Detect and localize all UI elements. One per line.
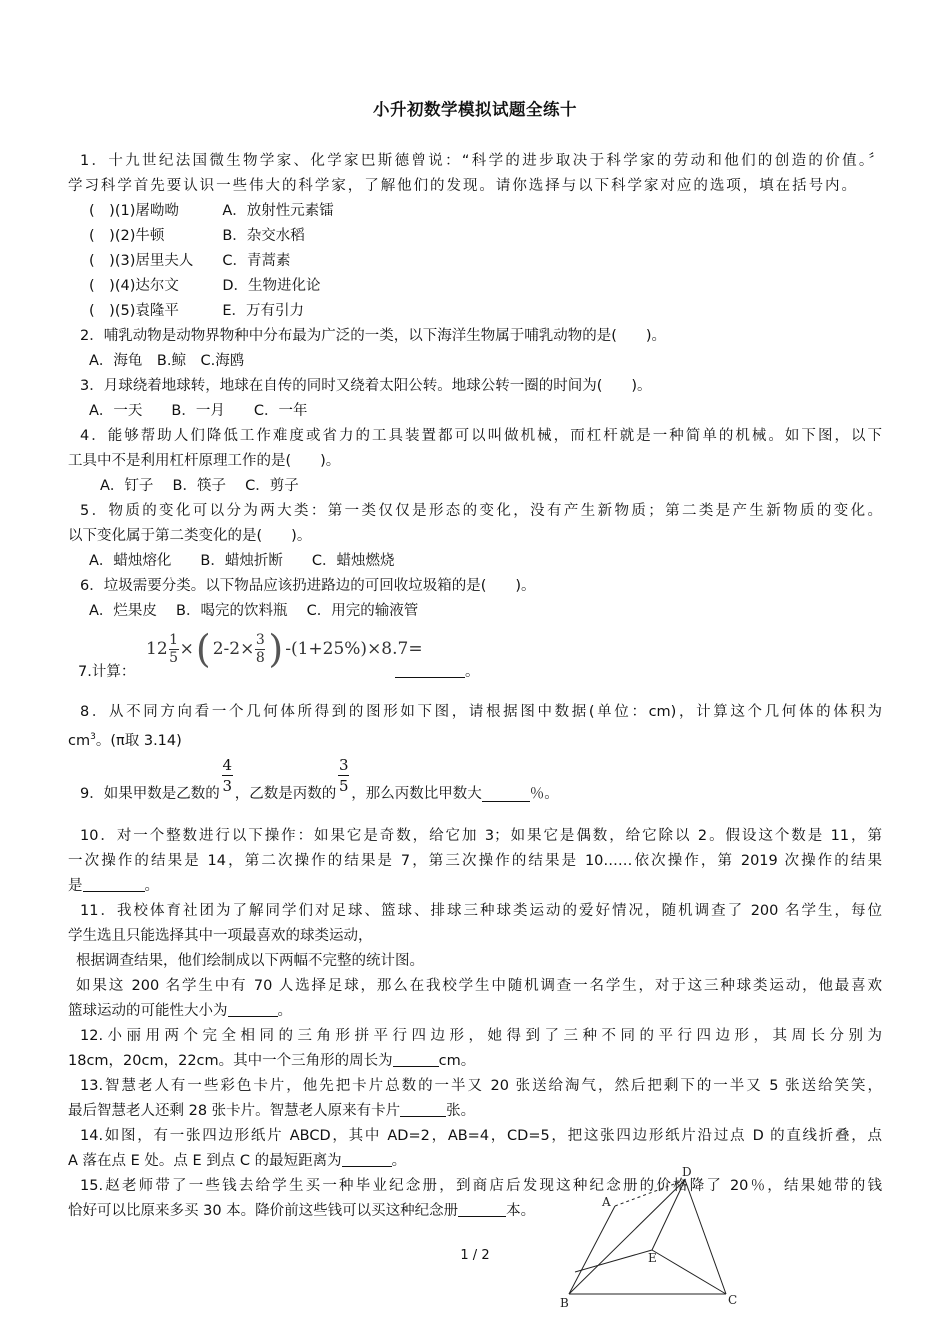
- page-number: 1 / 2: [460, 1248, 490, 1263]
- q10-suffix: 。: [144, 878, 159, 894]
- left-paren-icon: (: [195, 627, 211, 671]
- q1-item-1: ( )(1)屠呦呦 A．放射性元素镭: [89, 203, 334, 219]
- q5-options: A．蜡烛熔化 B．蜡烛折断 C．蜡烛燃烧: [89, 553, 395, 569]
- q14-suffix: 。: [391, 1153, 407, 1169]
- q3-stem: 3．月球绕着地球转，地球在自传的同时又绕着太阳公转。地球公转一圈的时间为( )。: [80, 378, 652, 394]
- label-d: D: [682, 1165, 692, 1179]
- q1-item-2: ( )(2)牛顿 B．杂交水稻: [89, 228, 305, 244]
- q11-answer-blank: [228, 1002, 278, 1017]
- q11-line3: 根据调查结果，他们绘制成以下两幅不完整的统计图。: [76, 953, 424, 969]
- q12-answer-blank: [393, 1052, 439, 1067]
- q4-line1: 4．能够帮助人们降低工作难度或省力的工具装置都可以叫做机械，而杠杆就是一种简单的机械。如下图，以下: [80, 428, 882, 444]
- q1-item-5: ( )(5)袁隆平 E．万有引力: [89, 303, 305, 319]
- q15-suffix: 本。: [506, 1203, 536, 1219]
- q13-line1: 13.智慧老人有一些彩色卡片，他先把卡片总数的一半又 20 张送给淘气，然后把剩下的一半又 5 张送给笑笑，: [80, 1078, 882, 1094]
- q14-answer-blank: [342, 1152, 392, 1167]
- q6-stem: 6．垃圾需要分类。以下物品应该扔进路边的可回收垃圾箱的是( )。: [80, 578, 536, 594]
- label-c: C: [728, 1293, 738, 1307]
- q7-f2-denominator: 8: [255, 649, 265, 666]
- q8-line2: [68, 727, 888, 751]
- q9-answer-blank: [482, 787, 530, 802]
- q13-line2: [68, 1101, 888, 1121]
- q10-line2: 一次操作的结果是 14，第二次操作的结果是 7，第三次操作的结果是 10……依次操作，第 2019 次操作的结果: [68, 853, 882, 869]
- q8-exponent: 3: [90, 732, 96, 742]
- q9-line: [80, 750, 900, 810]
- q15-prefix: 恰好可以比原来多买 30 本。降价前这些钱可以买这种纪念册: [68, 1203, 459, 1219]
- q6-options: A．烂果皮 B．喝完的饮料瓶 C．用完的输液管: [89, 603, 419, 619]
- q11-line1: 11．我校体育社团为了解同学们对足球、篮球、排球三种球类运动的爱好情况，随机调查了 200 名学生，每位: [80, 903, 882, 919]
- q9-part-a: 9．如果甲数是乙数的: [80, 786, 220, 802]
- q7-group: (1+25%): [290, 639, 368, 659]
- q10-line3: [68, 876, 888, 896]
- diagonal-db: [569, 1180, 685, 1294]
- q2-stem: 2．哺乳动物是动物界物种中分布最为广泛的一类，以下海洋生物属于哺乳动物的是( )。: [80, 328, 667, 344]
- label-b: B: [560, 1296, 569, 1310]
- q13-answer-blank: [400, 1102, 446, 1117]
- q9-f2-denominator: 5: [338, 776, 349, 795]
- q7-minus: -: [285, 639, 291, 659]
- q3-options: A．一天 B．一月 C．一年: [89, 403, 308, 419]
- q7-times-2: ×: [240, 639, 255, 659]
- q5-line1: 5．物质的变化可以分为两大类：第一类仅仅是形态的变化，没有产生新物质；第二类是产生新物质的变化。: [80, 503, 882, 519]
- q12-suffix: cm。: [438, 1053, 476, 1069]
- q12-prefix: 18cm，20cm，22cm。其中一个三角形的周长为: [68, 1053, 393, 1069]
- q4-line2: 工具中不是利用杠杆原理工作的是( )。: [68, 453, 341, 469]
- q1-line2: 学习科学首先要认识一些伟大的科学家，了解他们的发现。请你选择与以下科学家对应的选项，填在括号内。: [68, 178, 856, 194]
- right-paren-icon: ): [268, 627, 284, 671]
- quadrilateral-figure: [560, 1164, 750, 1314]
- q10-prefix: 是: [68, 878, 83, 894]
- q13-suffix: 张。: [446, 1103, 476, 1119]
- q7-f2-numerator: 3: [255, 631, 265, 648]
- q7-answer-line: [395, 662, 515, 682]
- q12-line2: [68, 1051, 888, 1071]
- q8-pi-note: 。(π取 3.14): [95, 732, 182, 749]
- q11-line2: 学生选且只能选择其中一项最喜欢的球类运动，: [68, 928, 373, 944]
- q7-end: 。: [465, 664, 480, 680]
- q1-line1: 1．十九世纪法国微生物学家、化学家巴斯德曾说：“科学的进步取决于科学家的劳动和他们的创造的价值。〞: [80, 153, 883, 169]
- q14-line1: 14.如图，有一张四边形纸片 ABCD，其中 AD=2，AB=4，CD=5，把这张四边形纸片沿过点 D 的直线折叠，点: [80, 1128, 882, 1144]
- q7-f1-numerator: 1: [169, 631, 179, 648]
- q7-answer-blank: [395, 663, 465, 678]
- q9-part-b: ，乙数是丙数的: [234, 786, 337, 802]
- q9-f1-numerator: 4: [222, 755, 232, 774]
- q13-prefix: 最后智慧老人还剩 28 张卡片。智慧老人原来有卡片: [68, 1103, 401, 1119]
- q9-part-c: ，那么丙数比甲数大: [351, 786, 482, 802]
- q2-options: A．海龟 B.鲸 C.海鸥: [89, 353, 245, 369]
- q9-fraction-1: [222, 755, 233, 796]
- q11-line5: [68, 1001, 888, 1021]
- q9-f2-numerator: 3: [338, 755, 349, 774]
- q10-line1: 10．对一个整数进行以下操作：如果它是奇数，给它加 3；如果它是偶数，给它除以 2。假设这个数是 11，第: [80, 828, 882, 844]
- q15-answer-blank: [458, 1202, 506, 1217]
- q1-item-4: ( )(4)达尔文 D．生物进化论: [89, 278, 321, 294]
- q7-times-1: ×: [179, 639, 194, 659]
- page-title: 小升初数学模拟试题全练十: [373, 100, 577, 119]
- edge-cd: [685, 1180, 726, 1294]
- q12-line1: 12.小丽用两个完全相同的三角形拼平行四边形，她得到了三种不同的平行四边形，其周长分别为: [80, 1028, 882, 1044]
- q7-inner: 2-2: [212, 639, 241, 659]
- q8-line1: 8．从不同方向看一个几何体所得到的图形如下图，请根据图中数据(单位：cm)，计算这个几何体的体积为: [80, 704, 882, 720]
- q11-prefix: 篮球运动的可能性大小为: [68, 1003, 228, 1019]
- q14-prefix: A 落在点 E 处。点 E 到点 C 的最短距离为: [68, 1153, 342, 1169]
- q15-line1: 15.赵老师带了一些钱去给学生买一种毕业纪念册，到商店后发现这种纪念册的价格降了 20％，结果她带的钱: [80, 1178, 882, 1194]
- q14-line2: [68, 1151, 888, 1171]
- q7-f1-denominator: 5: [169, 649, 179, 666]
- q11-suffix: 。: [277, 1003, 292, 1019]
- q7-whole: 12: [146, 639, 168, 659]
- q9-fraction-2: [338, 755, 349, 796]
- label-e: E: [648, 1251, 657, 1265]
- label-a: A: [602, 1195, 611, 1209]
- q15-line2: [68, 1201, 888, 1221]
- q4-options: A．钉子 B．筷子 C．剪子: [100, 478, 299, 494]
- q8-unit: cm: [68, 732, 91, 749]
- q10-answer-blank: [83, 877, 145, 892]
- q7-label: 7.计算：: [78, 664, 136, 680]
- q5-line2: 以下变化属于第二类变化的是( )。: [68, 528, 312, 544]
- q9-f1-denominator: 3: [222, 776, 232, 795]
- q1-item-3: ( )(3)居里夫人 C．青蒿素: [89, 253, 291, 269]
- q9-part-d: ％。: [529, 786, 559, 802]
- q7-tail: ×8.7=: [367, 639, 423, 659]
- q11-line4: 如果这 200 名学生中有 70 人选择足球，那么在我校学生中随机调查一名学生，对于这三种球类运动，他最喜欢: [76, 978, 882, 994]
